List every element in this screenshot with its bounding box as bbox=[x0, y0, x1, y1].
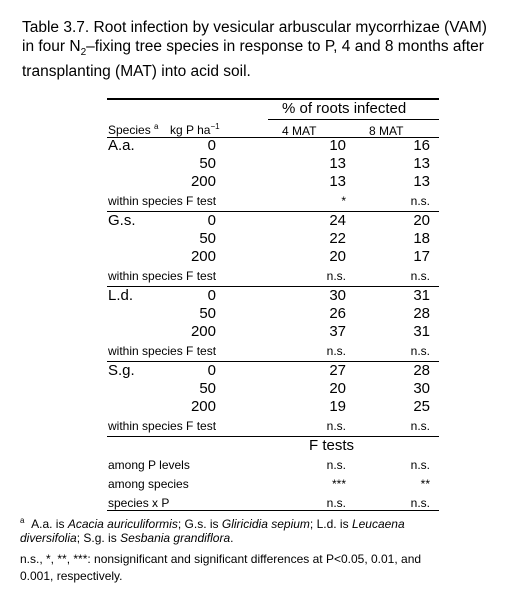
mat8-cell: 17 bbox=[413, 248, 430, 265]
footnote-sig-2: 0.001, respectively. bbox=[20, 569, 123, 583]
mat8-cell: 25 bbox=[413, 398, 430, 415]
p-level-cell: 200 bbox=[190, 398, 216, 415]
mat4-cell: 37 bbox=[329, 323, 346, 340]
ftest-row-4mat: n.s. bbox=[326, 496, 346, 510]
caption-line-2-pre: in four N bbox=[22, 38, 81, 55]
group-header: % of roots infected bbox=[282, 100, 407, 117]
table-caption bbox=[22, 18, 522, 81]
kgp-header-sup: −1 bbox=[210, 122, 220, 131]
p-level-cell: 50 bbox=[199, 230, 216, 247]
p-level-cell: 0 bbox=[207, 287, 216, 304]
mat8-cell: 31 bbox=[413, 323, 430, 340]
group-header-rule bbox=[268, 119, 439, 120]
group-rule bbox=[107, 436, 439, 437]
ftest-4mat: n.s. bbox=[326, 344, 346, 358]
mat8-cell: 13 bbox=[413, 173, 430, 190]
fn-aa-abbr: A.a. is bbox=[31, 517, 68, 531]
fn-gs-abbr: ; G.s. is bbox=[177, 517, 222, 531]
ftest-4mat: n.s. bbox=[326, 419, 346, 433]
mat8-cell: 18 bbox=[413, 230, 430, 247]
ftest-8mat: n.s. bbox=[410, 419, 430, 433]
footnote-sig-1: n.s., *, **, ***: nonsignificant and significant differences at P<0.05, 0.01, and bbox=[20, 552, 422, 566]
kgp-header bbox=[170, 122, 220, 137]
caption-subscript: 2 bbox=[80, 47, 87, 59]
bottom-rule bbox=[107, 510, 439, 511]
ftest-4mat: * bbox=[341, 194, 346, 208]
fn-ld-abbr: ; L.d. is bbox=[309, 517, 352, 531]
species-header bbox=[108, 122, 159, 137]
p-level-cell: 50 bbox=[199, 305, 216, 322]
species-header-sup: a bbox=[154, 122, 159, 131]
ftest-row-8mat: n.s. bbox=[410, 458, 430, 472]
species-label: G.s. bbox=[108, 212, 136, 229]
species-label: L.d. bbox=[108, 287, 134, 304]
fn-ld-name-2: diversifolia bbox=[20, 531, 77, 545]
col-8mat-header: 8 MAT bbox=[369, 124, 404, 138]
footnote-a-sup: a bbox=[20, 516, 25, 525]
fn-aa-name: Acacia auriculiformis bbox=[67, 517, 178, 531]
caption-line-2-post: –fixing tree species in response to P, 4 and 8 months after bbox=[86, 38, 484, 55]
ftest-4mat: n.s. bbox=[326, 269, 346, 283]
p-level-cell: 0 bbox=[207, 137, 216, 154]
caption-line-2 bbox=[22, 37, 522, 62]
mat4-cell: 20 bbox=[329, 380, 346, 397]
p-level-cell: 0 bbox=[207, 362, 216, 379]
mat4-cell: 19 bbox=[329, 398, 346, 415]
fn-gs-name: Gliricidia sepium bbox=[221, 517, 310, 531]
ftest-row-4mat: n.s. bbox=[326, 458, 346, 472]
p-level-cell: 0 bbox=[207, 212, 216, 229]
ftest-row-8mat: n.s. bbox=[410, 496, 430, 510]
ftest-row-label: species x P bbox=[108, 496, 170, 510]
mat8-cell: 16 bbox=[413, 137, 430, 154]
mat4-cell: 22 bbox=[329, 230, 346, 247]
within-species-ftest-label: within species F test bbox=[108, 269, 217, 283]
fn-ld-name-1: Leucaena bbox=[351, 517, 405, 531]
ftests-header: F tests bbox=[309, 437, 355, 454]
mat4-cell: 10 bbox=[329, 137, 346, 154]
fn-sg-end: . bbox=[230, 531, 234, 545]
p-level-cell: 200 bbox=[190, 173, 216, 190]
mat4-cell: 13 bbox=[329, 173, 346, 190]
p-level-cell: 200 bbox=[190, 248, 216, 265]
mat4-cell: 26 bbox=[329, 305, 346, 322]
caption-line-1: Table 3.7. Root infection by vesicular arbuscular mycorrhizae (VAM) bbox=[22, 19, 487, 36]
within-species-ftest-label: within species F test bbox=[108, 194, 217, 208]
ftest-8mat: n.s. bbox=[410, 344, 430, 358]
fn-sg-abbr: ; S.g. is bbox=[76, 531, 121, 545]
species-label: S.g. bbox=[108, 362, 135, 379]
col-4mat-header: 4 MAT bbox=[282, 124, 317, 138]
mat4-cell: 27 bbox=[329, 362, 346, 379]
ftest-row-4mat: *** bbox=[331, 477, 346, 491]
within-species-ftest-label: within species F test bbox=[108, 419, 217, 433]
ftest-row-label: among P levels bbox=[108, 458, 190, 472]
mat4-cell: 24 bbox=[329, 212, 346, 229]
ftest-8mat: n.s. bbox=[410, 269, 430, 283]
mat4-cell: 13 bbox=[329, 155, 346, 172]
mat8-cell: 28 bbox=[413, 305, 430, 322]
within-species-ftest-label: within species F test bbox=[108, 344, 217, 358]
mat4-cell: 30 bbox=[329, 287, 346, 304]
footnote-a-cont bbox=[20, 530, 233, 547]
mat8-cell: 20 bbox=[413, 212, 430, 229]
mat8-cell: 13 bbox=[413, 155, 430, 172]
mat8-cell: 30 bbox=[413, 380, 430, 397]
species-header-label: Species bbox=[108, 123, 151, 137]
species-label: A.a. bbox=[108, 137, 135, 154]
fn-sg-name: Sesbania grandiflora bbox=[120, 531, 231, 545]
ftest-row-8mat: ** bbox=[420, 477, 430, 491]
p-level-cell: 50 bbox=[199, 380, 216, 397]
ftest-8mat: n.s. bbox=[410, 194, 430, 208]
mat8-cell: 28 bbox=[413, 362, 430, 379]
p-level-cell: 50 bbox=[199, 155, 216, 172]
caption-line-3: transplanting (MAT) into acid soil. bbox=[22, 63, 251, 81]
mat4-cell: 20 bbox=[329, 248, 346, 265]
ftest-row-label: among species bbox=[108, 477, 189, 491]
kgp-header-label: kg P ha bbox=[170, 123, 211, 137]
p-level-cell: 200 bbox=[190, 323, 216, 340]
mat8-cell: 31 bbox=[413, 287, 430, 304]
